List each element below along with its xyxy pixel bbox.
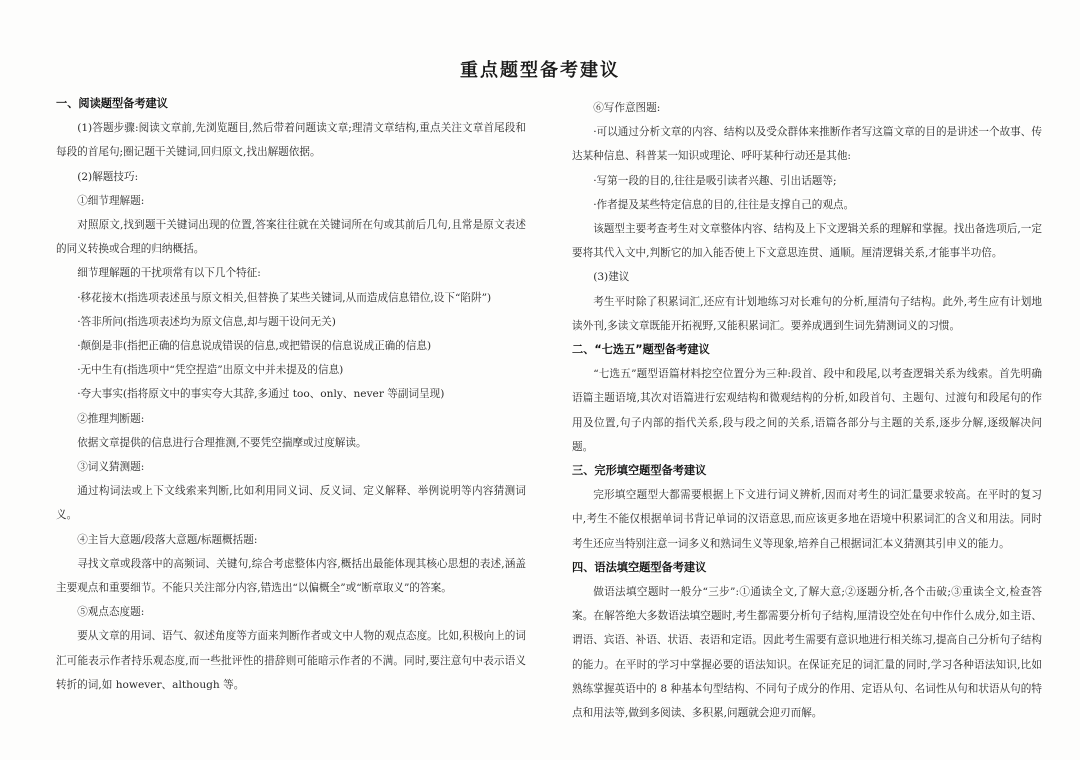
paragraph: ①细节理解题: xyxy=(77,194,145,207)
paragraph: ·颠倒是非(指把正确的信息说成错误的信息,或把错误的信息说成正确的信息) xyxy=(77,340,432,353)
paragraph: 依据文章提供的信息进行合理推测,不要凭空揣摩或过度解读。 xyxy=(77,436,367,449)
section-heading: 四、语法填空题型备考建议 xyxy=(572,560,707,574)
paragraph: ·可以通过分析文章的内容、结构以及受众群体来推断作者写这篇文章的目的是讲述一个故事、传达某种信息、科普某一知识或理论、呼吁某种行动还是其他: xyxy=(572,126,1042,163)
paragraph: ·作者提及某些特定信息的目的,往往是支撑自己的观点。 xyxy=(593,198,855,211)
paragraph: 对照原文,找到题干关键词出现的位置,答案往往就在关键词所在句或其前后几句,且常是原文表述的同义转换或合理的归纳概括。 xyxy=(56,219,526,256)
paragraph: ·写第一段的目的,往往是吸引读者兴趣、引出话题等; xyxy=(593,174,837,187)
paragraph: (1)答题步骤:阅读文章前,先浏览题目,然后带着问题读文章;理清文章结构,重点关注文章首尾段和每段的首尾句;圈记题干关键词,回归原文,找出解题依据。 xyxy=(56,122,526,159)
paragraph: 寻找文章或段落中的高频词、关键句,综合考虑整体内容,概括出最能体现其核心思想的表述,涵盖主要观点和重要细节。不能只关注部分内容,错选出“以偏概全”或“断章取义”的答案。 xyxy=(56,557,526,595)
paragraph: ·移花接木(指选项表述虽与原文相关,但替换了某些关键词,从而造成信息错位,设下“陷阱”) xyxy=(77,291,492,304)
paragraph: 要从文章的用词、语气、叙述角度等方面来判断作者或文中人物的观点态度。比如,积极向上的词汇可能表示作者持乐观态度,而一些批评性的措辞则可能暗示作者的不满。同时,要注意句中表示语义转折的词,如 however、although 等。 xyxy=(56,630,526,691)
paragraph: ③词义猜测题: xyxy=(77,461,145,474)
paragraph: (2)解题技巧: xyxy=(77,170,139,183)
paragraph: “七选五”题型语篇材料挖空位置分为三种:段首、段中和段尾,以考查逻辑关系为线索。首先明确语篇主题语境,其次对语篇进行宏观结构和微观结构的分析,如段首句、主题句、过渡句和段尾句的作用及位置,句子内部的指代关系,段与段之间的关系,语篇各部分与主题的关系,逐步分解,逐级解决问题。 xyxy=(572,368,1042,453)
paragraph: ④主旨大意题/段落大意题/标题概括题: xyxy=(77,533,258,546)
paragraph: ·无中生有(指选项中“凭空捏造”出原文中并未提及的信息) xyxy=(77,364,344,377)
paragraph: ⑥写作意图题: xyxy=(593,102,661,114)
right-column xyxy=(572,96,1042,725)
paragraph: ⑤观点态度题: xyxy=(77,606,145,619)
paragraph: 完形填空题型大都需要根据上下文进行词义辨析,因而对考生的词汇量要求较高。在平时的复习中,考生不能仅根据单词书背记单词的汉语意思,而应该更多地在语境中积累词汇的含义和用法。同时考生还应当特别注意一词多义和熟词生义等现象,培养自己根据词汇本义猜测其引申义的能力。 xyxy=(572,489,1042,550)
section-heading: 一、阅读题型备考建议 xyxy=(56,97,168,110)
paragraph: 该题型主要考查考生对文章整体内容、结构及上下文逻辑关系的理解和掌握。找出备选项后,一定要将其代入文中,判断它的加入能否使上下文意思连贯、通顺。厘清逻辑关系,才能事半功倍。 xyxy=(572,223,1042,260)
paragraph: 通过构词法或上下文线索来判断,比如利用同义词、反义词、定义解释、举例说明等内容猜测词义。 xyxy=(56,485,526,522)
paragraph: 考生平时除了积累词汇,还应有计划地练习对长难句的分析,厘清句子结构。此外,考生应有计划地读外刊,多读文章既能开拓视野,又能积累词汇。要养成遇到生词先猜测词义的习惯。 xyxy=(572,295,1042,332)
paragraph: 做语法填空题时一般分“三步”:①通读全文,了解大意;②逐题分析,各个击破;③重读全文,检查答案。在解答绝大多数语法填空题时,考生都需要分析句子结构,厘清设空处在句中作什么成分,如主语、谓语、宾语、补语、状语、表语和定语。因此考生需要有意识地进行相关练习,提高自己分析句子结构的能力。在平时的学习中掌握必要的语法知识。在保证充足的词汇量的同时,学习各种语法知识,比如熟练掌握英语中的 8 种基本句型结构、不同句子成分的作用、定语从句、名词性从句和状语从句的特点和用法等,做到多阅读、多积累,问题就会迎刃而解。 xyxy=(572,586,1042,720)
left-column xyxy=(56,92,526,697)
paragraph: (3)建议 xyxy=(593,271,630,284)
paragraph: ·答非所问(指选项表述均为原文信息,却与题干设问无关) xyxy=(77,315,336,328)
paragraph: 细节理解题的干扰项常有以下几个特征: xyxy=(77,267,261,280)
paragraph: ·夸大事实(指将原文中的事实夸大其辞,多通过 too、only、never 等副词呈现) xyxy=(77,388,445,401)
section-heading: 二、“七选五”题型备考建议 xyxy=(572,343,710,357)
section-heading: 三、完形填空题型备考建议 xyxy=(572,464,707,478)
paragraph: ②推理判断题: xyxy=(77,412,145,425)
page-title: 重点题型备考建议 xyxy=(460,60,620,81)
